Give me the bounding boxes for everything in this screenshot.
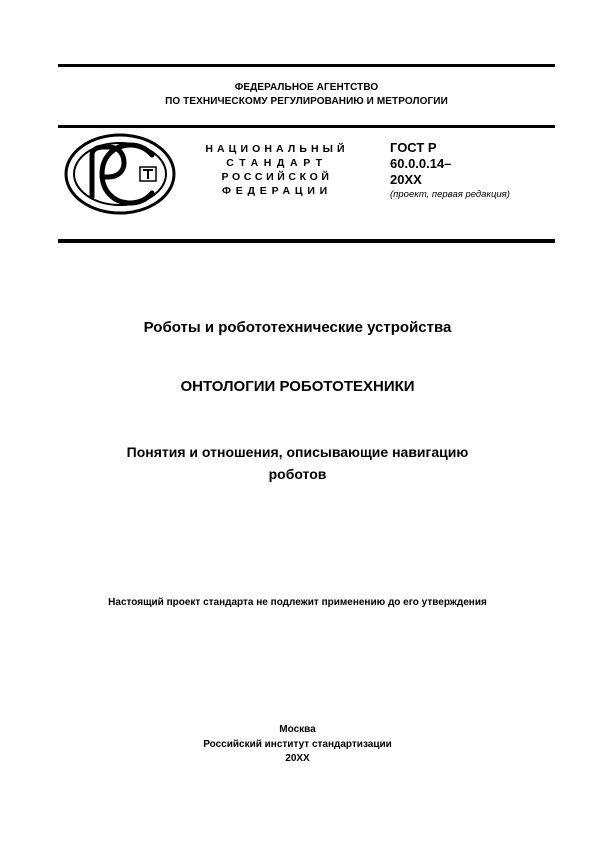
draft-notice: Настоящий проект стандарта не подлежит применению до его утверждения	[108, 597, 487, 608]
standard-code-number: 60.0.0.14–	[390, 156, 452, 171]
footer-year: 20XX	[285, 753, 310, 764]
document-title: Роботы и робототехнические устройства	[143, 319, 452, 336]
designation-line-1: НАЦИОНАЛЬНЫЙ	[205, 143, 349, 155]
designation-line-3: РОССИЙСКОЙ	[221, 171, 333, 183]
middle-rule	[58, 125, 555, 128]
agency-line-2: ПО ТЕХНИЧЕСКОМУ РЕГУЛИРОВАНИЮ И МЕТРОЛОГИИ	[165, 96, 448, 107]
bottom-rule	[58, 239, 555, 243]
document-subtitle-caps: ОНТОЛОГИИ РОБОТОТЕХНИКИ	[180, 378, 415, 395]
top-rule	[58, 64, 555, 67]
designation-line-2: СТАНДАРТ	[226, 157, 328, 169]
rst-certification-logo-icon	[64, 133, 176, 215]
national-standard-designation	[182, 142, 372, 198]
standard-code-block	[390, 140, 510, 201]
part-title-line-2: роботов	[268, 466, 327, 482]
standard-code-prefix: ГОСТ Р	[390, 140, 437, 155]
footer-city: Москва	[279, 724, 316, 735]
document-part-title	[0, 441, 595, 485]
part-title-line-1: Понятия и отношения, описывающие навигацию	[126, 444, 469, 460]
draft-note: (проект, первая редакция)	[390, 189, 510, 200]
agency-line-1: ФЕДЕРАЛЬНОЕ АГЕНТСТВО	[234, 82, 379, 93]
standard-code-year: 20XX	[390, 172, 422, 187]
footer-publisher: Российский институт стандартизации	[203, 738, 392, 750]
agency-header	[58, 81, 555, 109]
designation-line-4: ФЕДЕРАЦИИ	[221, 185, 333, 197]
publication-footer	[0, 723, 595, 767]
